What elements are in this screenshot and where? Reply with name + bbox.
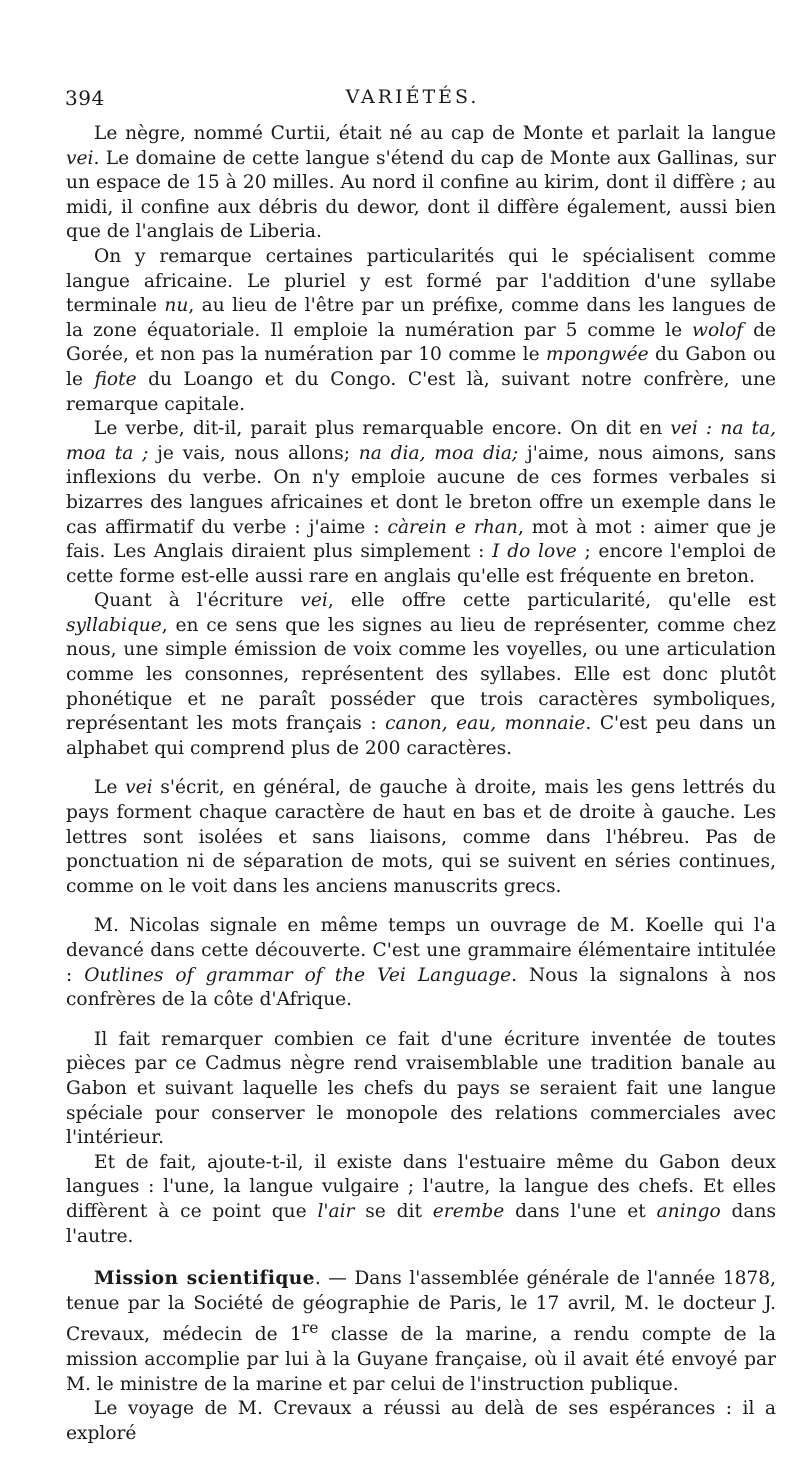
paragraph: [66, 1397, 776, 1446]
italic-term: wolof: [692, 319, 744, 341]
text-run: se dit: [354, 1200, 433, 1222]
page-number: 394: [65, 86, 105, 110]
text-run: s'écrit, en général, de gauche à droite, mais les gens lettrés du pays forment chaque caractère de haut en bas et de droite à gauche. Les lettres sont isolées et sans liaisons, comme dans l'hébreu. Pas de ponctuation ni de séparation de mots, qui se suivent en séries continues, comme on le voit dans les anciens manuscrits grecs.: [66, 777, 776, 897]
paragraph: [66, 776, 776, 899]
text-run: . C'est peu dans un alphabet qui comprend plus de 200 caractères.: [66, 713, 776, 759]
text-run: de Gorée, et non pas la numération par 10 comme le: [66, 319, 777, 366]
body-text: [66, 122, 776, 1446]
text-run: dans l'autre.: [66, 1200, 776, 1247]
italic-term: l'air: [317, 1200, 355, 1222]
text-run: Il fait remarquer combien ce fait d'une écriture inventée de toutes pièces par ce Cadmus nègre rend vraisemblable une tradition banale au Gabon et suivant laquelle les chefs du pays se seraient fait une langue spéciale pour conserver le monopole des relations commerciales avec l'intérieur.: [66, 1028, 776, 1149]
paragraph: [66, 417, 776, 589]
text-run: , mot à mot : aimer que je fais. Les Anglais diraient plus simplement :: [66, 516, 776, 563]
italic-term: mpongwée: [546, 344, 649, 366]
text-run: du Loango et du Congo. C'est là, suivant notre confrère, une remarque capitale.: [66, 368, 776, 415]
text-run: On y remarque certaines particularités qui le spécialisent comme langue africaine. Le pluriel y est formé par l'addition d'une syllabe terminale: [66, 245, 776, 317]
italic-term: vei : na ta, moa ta ;: [66, 418, 777, 464]
italic-term: aningo: [656, 1200, 721, 1222]
section-heading: Mission scientifique: [94, 1268, 315, 1290]
text-run: . Nous la signalons à nos confrères de la côte d'Afrique.: [66, 964, 776, 1011]
running-title: VARIÉTÉS.: [345, 86, 480, 108]
text-run: , au lieu de l'être par un préfixe, comme dans les langues de la zone équatoriale. Il emploie la numération par 5 comme le: [66, 295, 776, 341]
paragraph: [66, 122, 776, 245]
text-run: . — Dans l'assemblée générale de l'année 1878, tenue par la Société de géographie de Paris, le 17 avril, M. le docteur J. Crevaux, médecin de 1: [66, 1268, 776, 1346]
italic-term: na dia, moa dia;: [358, 442, 519, 464]
text-run: Le: [94, 777, 126, 799]
italic-term: vei: [66, 147, 94, 169]
page-header: [65, 86, 760, 114]
text-run: , elle offre cette particularité, qu'elle est: [327, 590, 777, 612]
italic-term: syllabique: [66, 614, 162, 636]
section-paragraph: [66, 1267, 776, 1397]
text-run: Le verbe, dit-il, parait plus remarquable encore. On dit en: [94, 418, 671, 440]
text-run: du Gabon ou le: [66, 344, 776, 390]
text-run: je vais, nous allons;: [148, 442, 359, 464]
italic-term: nu: [164, 295, 189, 317]
text-run: Quant à l'écriture: [94, 590, 301, 612]
italic-term: vei: [300, 590, 328, 612]
text-run: M. Nicolas signale en même temps un ouvrage de M. Koelle qui l'a devancé dans cette découverte. C'est une grammaire élémentaire intitulée :: [66, 915, 776, 986]
paragraph: [66, 1151, 776, 1249]
paragraph: [66, 589, 776, 761]
text-run: dans l'une et: [504, 1200, 657, 1222]
text-run: classe de la marine, a rendu compte de la mission accomplie par lui à la Guyane française, où il avait été envoyé par M. le ministre de la marine et par celui de l'instruction publique.: [66, 1324, 776, 1395]
italic-term: I do love: [492, 541, 577, 563]
italic-term: vei: [125, 777, 153, 799]
paragraph: [66, 914, 776, 1012]
text-run: Le voyage de M. Crevaux a réussi au delà de ses espérances : il a exploré: [66, 1398, 776, 1444]
italic-term: Outlines of grammar of the Vei Language: [84, 964, 512, 986]
italic-term: erembe: [432, 1200, 505, 1222]
italic-term: canon, eau, monnaie: [385, 713, 586, 735]
text-run: Et de fait, ajoute-t-il, il existe dans l'estuaire même du Gabon deux langues : l'une, la langue vulgaire ; l'autre, la langue des chefs. Et elles diffèrent à ce point que: [66, 1151, 776, 1222]
text-run: Le nègre, nommé Curtii, était né au cap de Monte et parlait la langue: [94, 123, 776, 144]
paragraph: [66, 1028, 776, 1151]
superscript: re: [301, 1319, 319, 1338]
paragraph: [66, 245, 776, 417]
italic-term: fiote: [94, 368, 137, 390]
text-run: j'aime, nous aimons, sans inflexions du verbe. On n'y emploie aucune de ces formes verbales si bizarres des langues africaines et dont le breton offre un exemple dans le cas affirmatif du verbe : j'aime :: [66, 442, 776, 538]
text-run: , en ce sens que les signes au lieu de représenter, comme chez nous, une simple émission de voix comme les voyelles, ou une articulation comme les consonnes, représentent des syllabes. Elle est donc plutôt phonétique et ne paraît posséder que trois caractères symboliques, représentant les mots français :: [66, 614, 776, 735]
text-run: ; encore l'emploi de cette forme est-elle aussi rare en anglais qu'elle est fréquente en breton.: [66, 541, 776, 587]
italic-term: càrein e rhan: [387, 516, 518, 538]
text-run: . Le domaine de cette langue s'étend du cap de Monte aux Gallinas, sur un espace de 15 à 20 milles. Au nord il confine au kirim, dont il diffère ; au midi, il confine aux débris du dewor, dont il diffère également, aussi bien que de l'anglais de Liberia.: [66, 147, 776, 243]
